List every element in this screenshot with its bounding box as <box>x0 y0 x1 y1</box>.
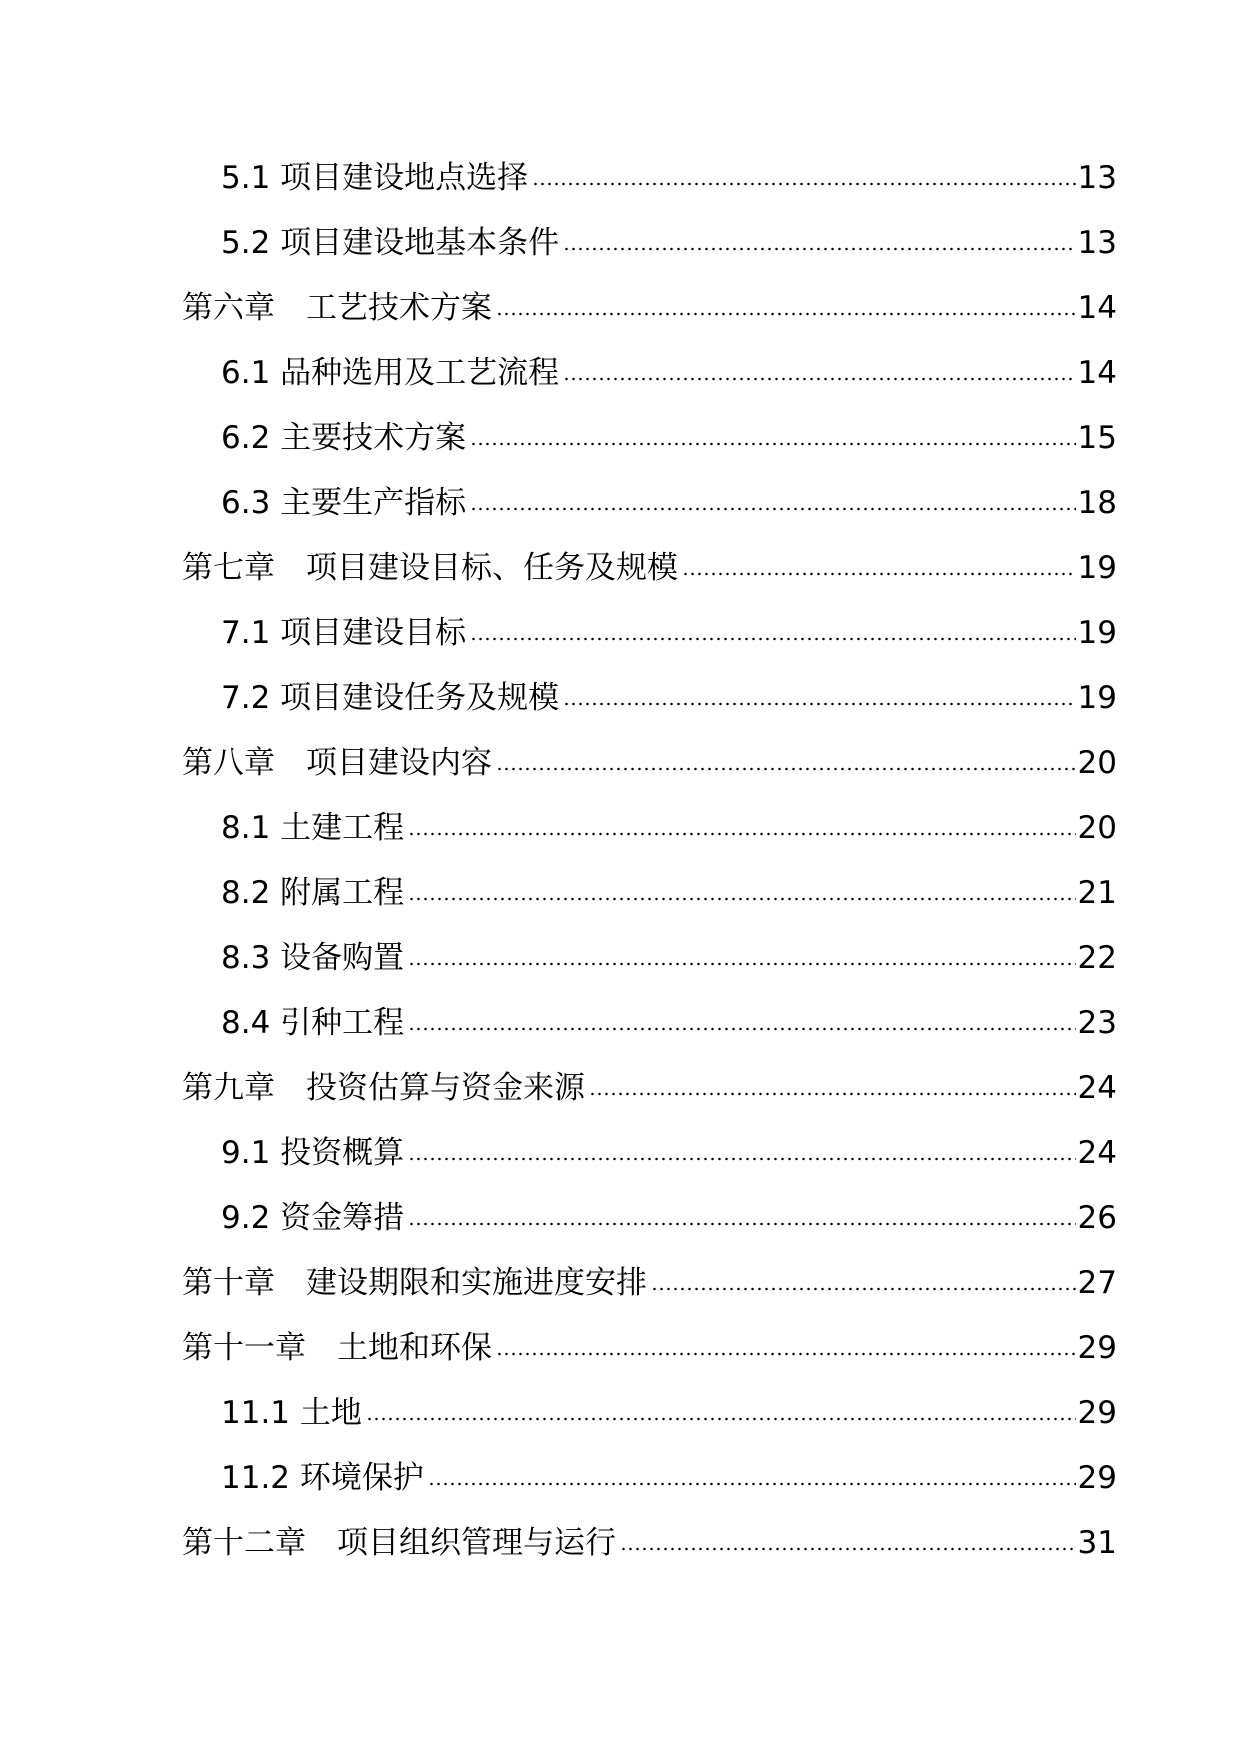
toc-entry-title: 第七章 项目建设目标、任务及规模 <box>182 550 678 586</box>
toc-page-number: 13 <box>1077 160 1117 196</box>
dot-leader <box>470 637 1075 641</box>
dot-leader <box>496 312 1076 316</box>
toc-entry-title: 第十一章 土地和环保 <box>182 1330 492 1366</box>
toc-section-entry[interactable] <box>0 483 1241 548</box>
dot-leader <box>620 1547 1076 1551</box>
toc-entry-title: 第十二章 项目组织管理与运行 <box>182 1525 616 1561</box>
toc-section-entry[interactable] <box>0 353 1241 418</box>
toc-page-number: 29 <box>1077 1460 1117 1496</box>
dot-leader <box>682 572 1076 576</box>
toc-section-entry[interactable] <box>0 418 1241 483</box>
dot-leader <box>651 1287 1076 1291</box>
toc-section-entry[interactable] <box>0 613 1241 678</box>
toc-chapter-entry[interactable] <box>0 548 1241 613</box>
dot-leader <box>428 1482 1076 1486</box>
toc-entry-title: 5.2 项目建设地基本条件 <box>221 225 560 261</box>
toc-chapter-entry[interactable] <box>0 288 1241 353</box>
toc-section-entry[interactable] <box>0 1198 1241 1263</box>
toc-section-entry[interactable] <box>0 1393 1241 1458</box>
toc-section-entry[interactable] <box>0 873 1241 938</box>
toc-page-number: 19 <box>1077 680 1117 716</box>
toc-page-number: 21 <box>1077 875 1117 911</box>
toc-chapter-entry[interactable] <box>0 1263 1241 1328</box>
toc-page-number: 18 <box>1077 485 1117 521</box>
dot-leader <box>408 1222 1075 1226</box>
toc-entry-title: 11.1 土地 <box>221 1395 362 1431</box>
dot-leader <box>563 702 1075 706</box>
dot-leader <box>470 442 1075 446</box>
toc-entry-title: 8.2 附属工程 <box>221 875 405 911</box>
dot-leader <box>408 1027 1075 1031</box>
toc-page-number: 24 <box>1077 1070 1117 1106</box>
dot-leader <box>496 1352 1076 1356</box>
toc-section-entry[interactable] <box>0 1133 1241 1198</box>
dot-leader <box>408 832 1075 836</box>
toc-entry-title: 8.1 土建工程 <box>221 810 405 846</box>
toc-entry-title: 9.2 资金筹措 <box>221 1200 405 1236</box>
toc-entry-title: 9.1 投资概算 <box>221 1135 405 1171</box>
toc-entry-title: 第九章 投资估算与资金来源 <box>182 1070 585 1106</box>
toc-page-number: 23 <box>1077 1005 1117 1041</box>
toc-entry-title: 11.2 环境保护 <box>221 1460 424 1496</box>
toc-chapter-entry[interactable] <box>0 1068 1241 1133</box>
toc-page-number: 14 <box>1077 290 1117 326</box>
toc-page-number: 26 <box>1077 1200 1117 1236</box>
toc-entry-title: 8.3 设备购置 <box>221 940 405 976</box>
dot-leader <box>589 1092 1076 1096</box>
toc-page-number: 15 <box>1077 420 1117 456</box>
toc-entry-title: 7.2 项目建设任务及规模 <box>221 680 560 716</box>
toc-page-number: 22 <box>1077 940 1117 976</box>
toc-section-entry[interactable] <box>0 1458 1241 1523</box>
toc-entry-title: 6.2 主要技术方案 <box>221 420 467 456</box>
toc-page-number: 27 <box>1077 1265 1117 1301</box>
dot-leader <box>532 182 1075 186</box>
toc-entry-title: 5.1 项目建设地点选择 <box>221 160 529 196</box>
toc-page-number: 20 <box>1077 745 1117 781</box>
toc-entry-title: 第八章 项目建设内容 <box>182 745 492 781</box>
toc-section-entry[interactable] <box>0 938 1241 1003</box>
dot-leader <box>408 897 1075 901</box>
toc-page-number: 29 <box>1077 1395 1117 1431</box>
toc-section-entry[interactable] <box>0 223 1241 288</box>
toc-page-number: 19 <box>1077 615 1117 651</box>
toc-entry-title: 6.1 品种选用及工艺流程 <box>221 355 560 391</box>
toc-section-entry[interactable] <box>0 678 1241 743</box>
table-of-contents <box>0 158 1241 1588</box>
toc-chapter-entry[interactable] <box>0 1523 1241 1588</box>
toc-page-number: 29 <box>1077 1330 1117 1366</box>
toc-entry-title: 8.4 引种工程 <box>221 1005 405 1041</box>
toc-page-number: 24 <box>1077 1135 1117 1171</box>
toc-section-entry[interactable] <box>0 158 1241 223</box>
toc-page-number: 20 <box>1077 810 1117 846</box>
toc-chapter-entry[interactable] <box>0 1328 1241 1393</box>
dot-leader <box>496 767 1076 771</box>
toc-entry-title: 第十章 建设期限和实施进度安排 <box>182 1265 647 1301</box>
toc-chapter-entry[interactable] <box>0 743 1241 808</box>
dot-leader <box>563 377 1075 381</box>
toc-page-number: 31 <box>1077 1525 1117 1561</box>
dot-leader <box>408 1157 1075 1161</box>
toc-section-entry[interactable] <box>0 1003 1241 1068</box>
dot-leader <box>563 247 1075 251</box>
dot-leader <box>408 962 1075 966</box>
toc-page-number: 14 <box>1077 355 1117 391</box>
toc-page-number: 19 <box>1077 550 1117 586</box>
toc-page-number: 13 <box>1077 225 1117 261</box>
dot-leader <box>470 507 1075 511</box>
toc-entry-title: 第六章 工艺技术方案 <box>182 290 492 326</box>
dot-leader <box>366 1417 1076 1421</box>
toc-entry-title: 6.3 主要生产指标 <box>221 485 467 521</box>
toc-entry-title: 7.1 项目建设目标 <box>221 615 467 651</box>
toc-section-entry[interactable] <box>0 808 1241 873</box>
